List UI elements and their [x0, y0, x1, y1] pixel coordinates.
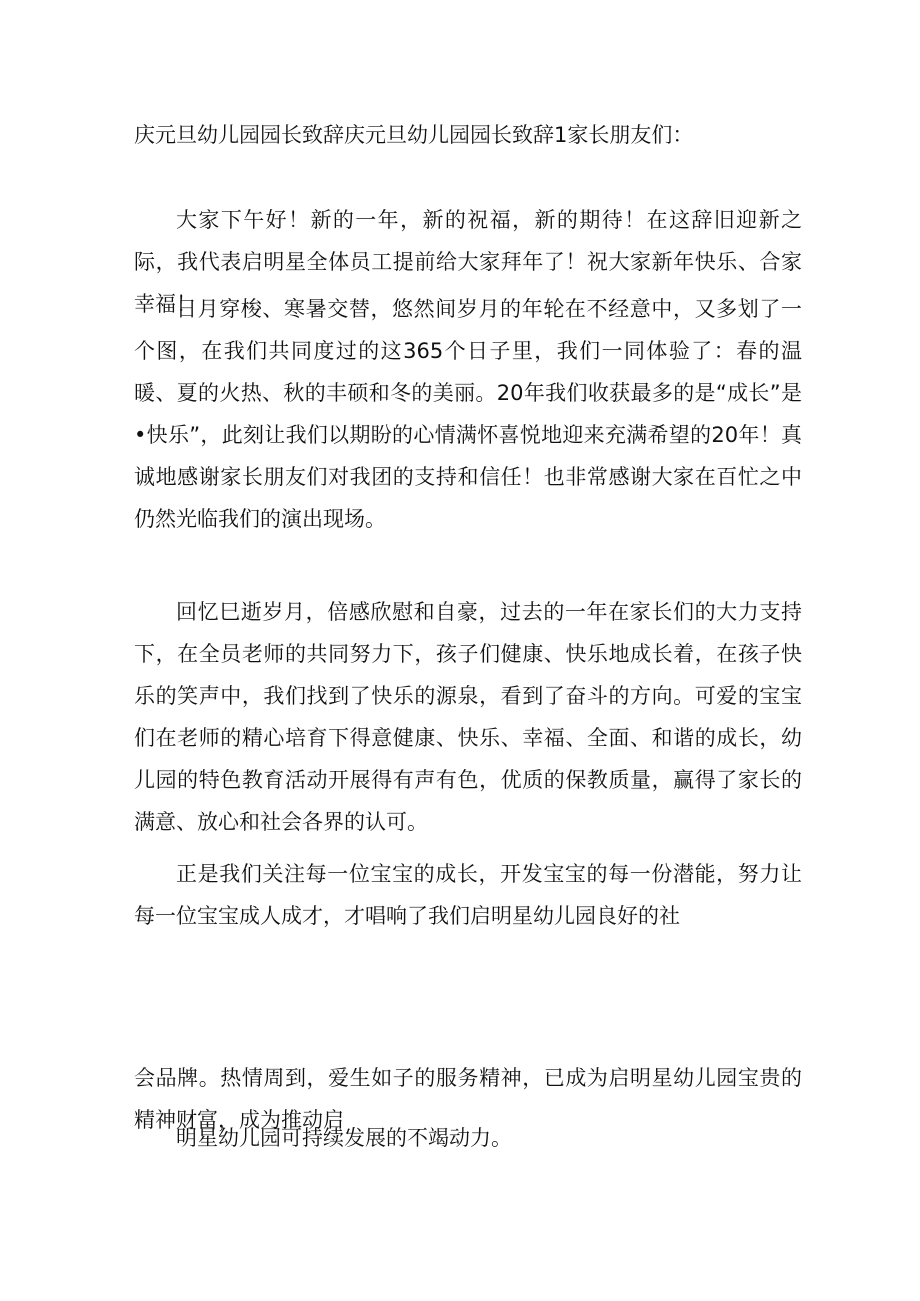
paragraph-focus: 正是我们关注每一位宝宝的成长，开发宝宝的每一份潜能，努力让每一位宝宝成人成才，才唱响了我们启明星幼儿园良好的社	[134, 862, 802, 928]
paragraph-greeting: 大家下午好！新的一年，新的祝福，新的期待！在这辞旧迎新之际，我代表启明星全体员工提前给大家拜年了！祝大家新年快乐、合家幸福！	[134, 208, 802, 316]
paragraph-brand: 会品牌。热情周到，爱生如子的服务精神，已成为启明星幼儿园宝贵的精神财富，成为推动启	[134, 1066, 802, 1132]
paragraph-year-review: 日月穿梭、寒暑交替，悠然间岁月的年轮在不经意中，又多划了一个图，在我们共同度过的这365个日子里，我们一同体验了：春的温暖、夏的火热、秋的丰硕和冬的美丽。20年我们收获最多的是“成长”是•快乐”，此刻让我们以期盼的心情满怀喜悦地迎来充满希望的20年！真诚地感谢家长朋友们对我团的支持和信任！也非常感谢大家在百忙之中仍然光临我们的演出现场。	[134, 297, 802, 531]
paragraph-motivation: 明星幼儿园可持续发展的不竭动力。	[176, 1126, 512, 1150]
document-title-line: 庆元旦幼儿园园长致辞庆元旦幼儿园园长致辞1家长朋友们：	[134, 123, 694, 147]
paragraph-memories: 回忆巳逝岁月，倍感欣慰和自豪，过去的一年在家长们的大力支持下，在全员老师的共同努力下，孩子们健康、快乐地成长着，在孩子快乐的笑声中，我们找到了快乐的源泉，看到了奋斗的方向。可爱的宝宝们在老师的精心培育下得意健康、快乐、幸福、全面、和谐的成长，幼儿园的特色教育活动开展得有声有色，优质的保教质量，赢得了家长的满意、放心和社会各界的认可。	[134, 600, 802, 834]
